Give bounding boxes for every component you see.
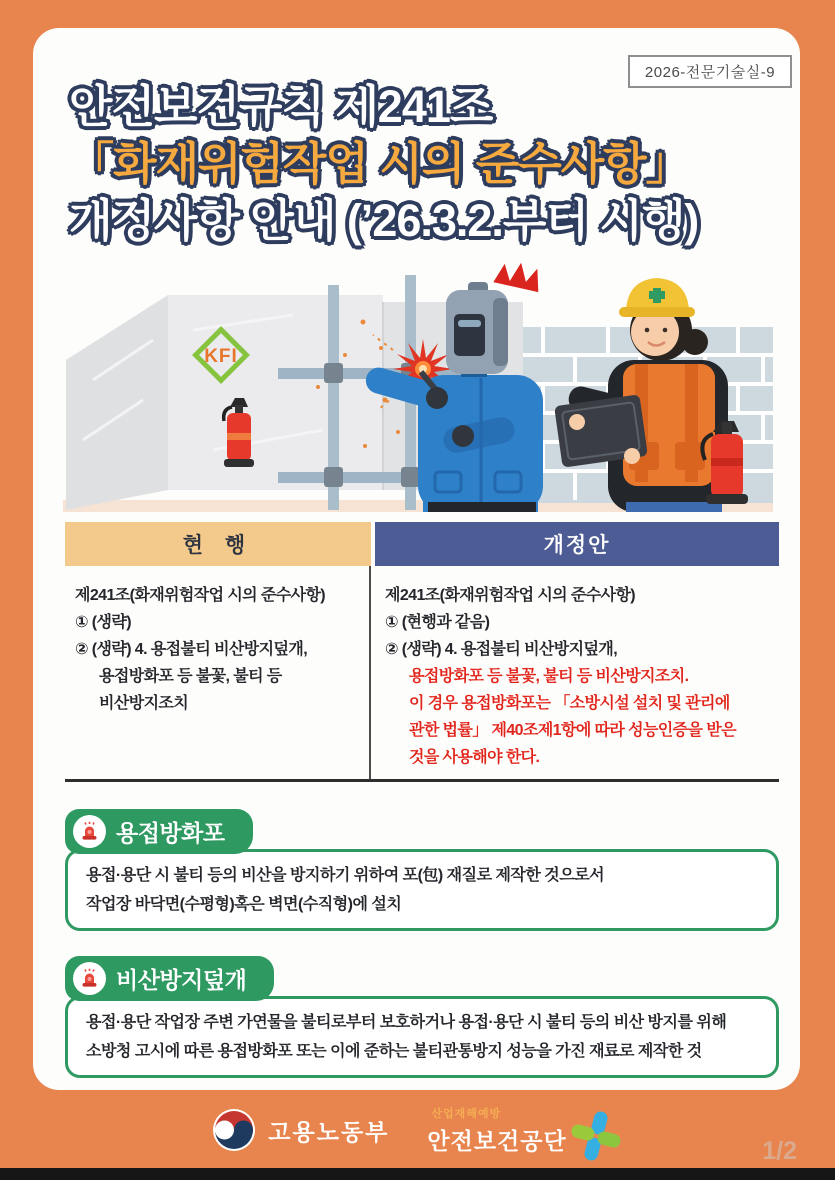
kosha-label: 안전보건공단 xyxy=(427,1127,567,1154)
kosha-subtitle: 산업재해예방 xyxy=(431,1107,502,1120)
section-title: 비산방지덮개 xyxy=(116,967,247,993)
section-title: 용접방화포 xyxy=(116,820,225,846)
section-body xyxy=(65,996,779,1078)
siren-icon xyxy=(73,962,106,995)
title-line-3: 개정사항 안내 (’26.3.2.부터 시행) xyxy=(69,195,699,246)
moel-label: 고용노동부 xyxy=(268,1118,390,1145)
welding-scene-illustration xyxy=(63,260,773,512)
revised-highlight-line: 이 경우 용접방화포는 「소방시설 설치 및 관리에 xyxy=(409,695,730,712)
law-comparison-table xyxy=(65,522,779,782)
definition-section-spatter-cover xyxy=(65,956,779,1078)
revised-highlight-line: 관한 법률」 제40조제1항에 따라 성능인증을 받은 xyxy=(409,722,736,739)
section-tab xyxy=(65,809,253,854)
table-body-row xyxy=(65,566,779,782)
section-body xyxy=(65,849,779,931)
current-column xyxy=(65,566,371,779)
current-line: 용접방화포 등 불꽃, 불티 등 xyxy=(99,668,282,685)
title-line-2: 「화재위험작업 시의 준수사항」 xyxy=(69,138,690,189)
taegeuk-icon xyxy=(212,1108,256,1152)
siren-icon xyxy=(73,815,106,848)
section-body-line: 용접·용단 작업장 주변 가연물을 불티로부터 보호하거나 용접·용단 시 불티 등의 비산 방지를 위해 xyxy=(86,1014,727,1031)
kosha-cross-icon xyxy=(569,1108,623,1164)
bottom-bar xyxy=(0,1168,835,1180)
footer xyxy=(0,1098,835,1162)
revised-line: ① (현행과 같음) xyxy=(385,614,490,631)
section-body-line: 소방청 고시에 따른 용접방화포 또는 이에 준하는 불티관통방지 성능을 가진 재료로 제작한 것 xyxy=(86,1043,702,1060)
section-body-line: 용접·용단 시 불티 등의 비산을 방지하기 위하여 포(包) 재질로 제작한 것으로서 xyxy=(86,867,605,884)
revised-line: ② (생략) 4. 용접불티 비산방지덮개, xyxy=(385,641,618,658)
alert-mark xyxy=(493,260,543,292)
current-line: 비산방지조치 xyxy=(99,695,189,712)
current-line: 제241조(화재위험작업 시의 준수사항) xyxy=(75,587,326,604)
revised-highlight-line: 것을 사용해야 한다. xyxy=(409,749,540,766)
document-number: 2026-전문기술실-9 xyxy=(644,64,776,81)
revised-highlight-line: 용접방화포 등 불꽃, 불티 등 비산방지조치. xyxy=(409,668,689,685)
page-number: 1/2 xyxy=(762,1137,797,1165)
revised-column xyxy=(371,566,779,779)
section-tab xyxy=(65,956,274,1001)
section-body-line: 작업장 바닥면(수평형)혹은 벽면(수직형)에 설치 xyxy=(86,896,402,913)
revised-line: 제241조(화재위험작업 시의 준수사항) xyxy=(385,587,636,604)
current-line: ② (생략) 4. 용접불티 비산방지덮개, xyxy=(75,641,308,658)
content-card xyxy=(33,28,800,1090)
table-header-row xyxy=(65,522,779,566)
current-line: ① (생략) xyxy=(75,614,131,631)
revised-header-cell: 개정안 xyxy=(375,522,779,566)
title-line-1: 안전보건규칙 제241조 xyxy=(69,81,493,132)
kfi-label: KFI xyxy=(204,346,238,367)
kosha-logo xyxy=(427,1105,622,1156)
page-title xyxy=(69,78,698,249)
definition-section-welding-blanket xyxy=(65,809,779,931)
current-header-cell: 현 행 xyxy=(65,522,371,566)
moel-logo xyxy=(212,1108,389,1152)
